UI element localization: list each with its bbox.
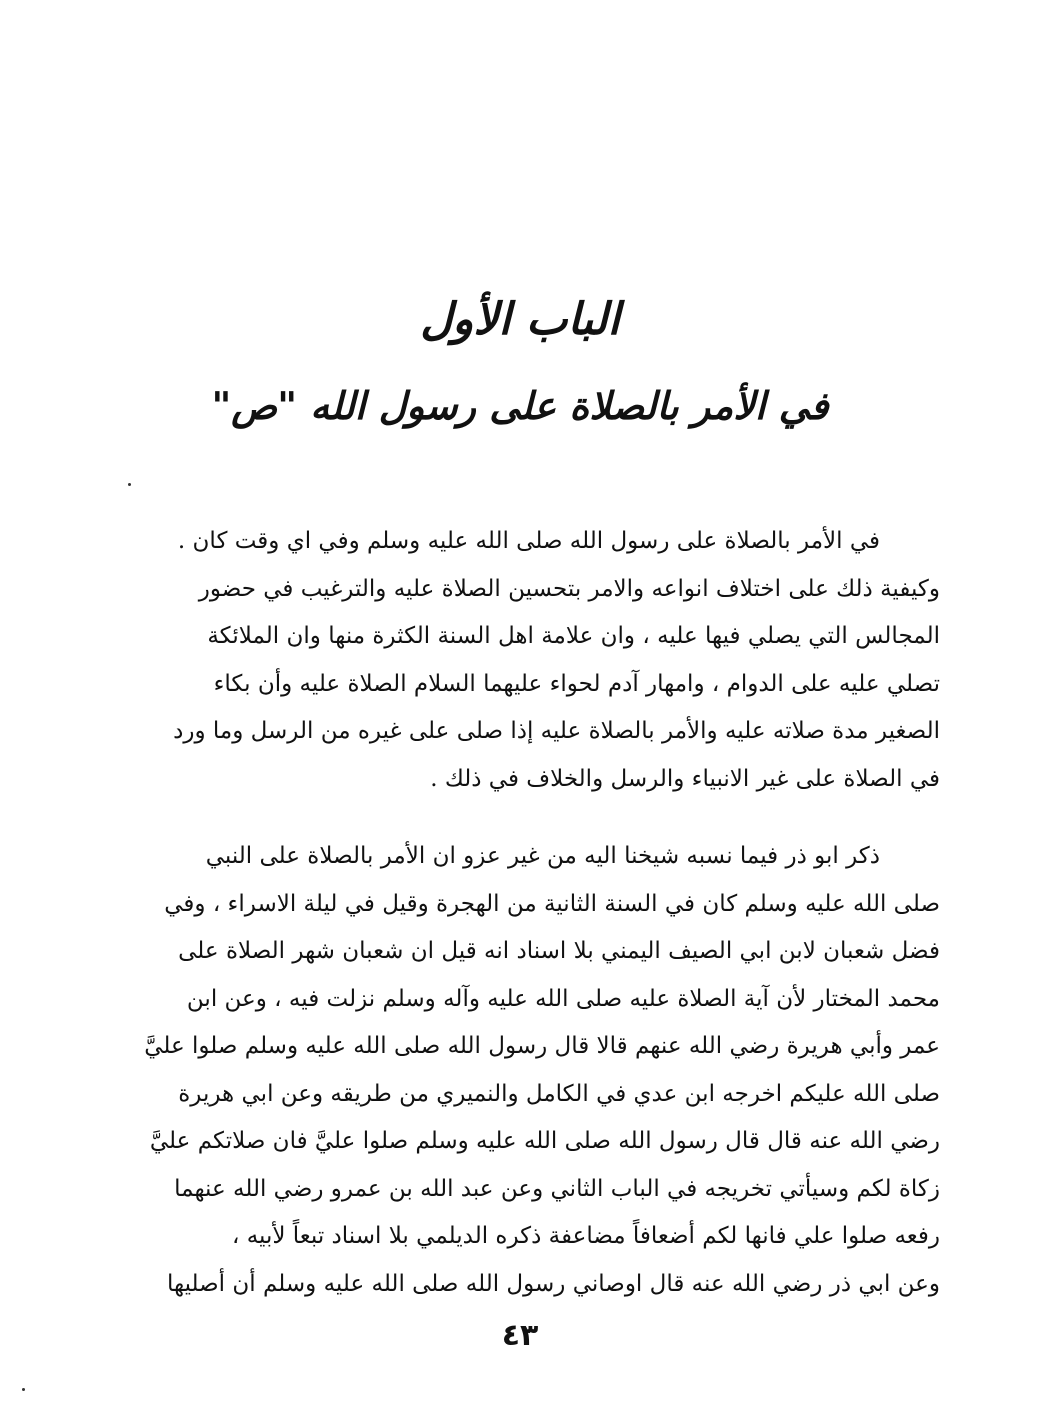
text-line: في الأمر بالصلاة على رسول الله صلى الله عليه وسلم وفي اي وقت كان .	[177, 528, 880, 554]
text-line: رضي الله عنه قال قال رسول الله صلى الله عليه وسلم صلوا عليَّ فان صلاتكم عليَّ	[149, 1128, 940, 1154]
chapter-subtitle: في الأمر بالصلاة على رسول الله "ص"	[211, 384, 829, 428]
paragraph-2	[72, 833, 940, 1308]
text-line: الصغير مدة صلاته عليه والأمر بالصلاة عليه إذا صلى على غيره من الرسل وما ورد	[173, 718, 940, 744]
text-line: رفعه صلوا علي فانها لكم أضعافاً مضاعفة ذكره الديلمي بلا اسناد تبعاً لأبيه ،	[231, 1223, 940, 1249]
page-number: ٤٣	[501, 1318, 539, 1353]
text-line: ذكر ابو ذر فيما نسبه شيخنا اليه من غير عزو ان الأمر بالصلاة على النبي	[205, 843, 880, 869]
text-line: محمد المختار لأن آية الصلاة عليه صلى الله عليه وآله وسلم نزلت فيه ، وعن ابن	[186, 985, 940, 1012]
text-line: عمر وأبي هريرة رضي الله عنهم قالا قال رسول الله صلى الله عليه وسلم صلوا عليَّ	[144, 1033, 940, 1059]
text-line: صلى الله عليكم اخرجه ابن عدي في الكامل والنميري من طريقه وعن ابي هريرة	[178, 1080, 940, 1107]
text-line: تصلي عليه على الدوام ، وامهار آدم لحواء عليهما السلام الصلاة عليه وأن بكاء	[213, 670, 940, 697]
print-speck	[128, 483, 131, 486]
text-line: وكيفية ذلك على اختلاف انواعه والامر بتحسين الصلاة عليه والترغيب في حضور	[198, 575, 940, 602]
text-line: وعن ابي ذر رضي الله عنه قال اوصاني رسول الله صلى الله عليه وسلم أن أصليها	[166, 1270, 940, 1297]
paragraph-1	[72, 518, 940, 803]
text-line: فضل شعبان لابن ابي الصيف اليمني بلا اسناد انه قيل ان شعبان شهر الصلاة على	[178, 938, 940, 964]
chapter-title: الباب الأول	[420, 294, 620, 345]
text-line: صلى الله عليه وسلم كان في السنة الثانية من الهجرة وقيل في ليلة الاسراء ، وفي	[164, 890, 940, 917]
text-line: في الصلاة على غير الانبياء والرسل والخلاف في ذلك .	[430, 765, 940, 792]
text-line: زكاة لكم وسيأتي تخريجه في الباب الثاني وعن عبد الله بن عمرو رضي الله عنهما	[174, 1175, 940, 1202]
print-speck	[22, 1388, 25, 1391]
text-line: المجالس التي يصلي فيها عليه ، وان علامة اهل السنة الكثرة منها وان الملائكة	[207, 623, 940, 649]
